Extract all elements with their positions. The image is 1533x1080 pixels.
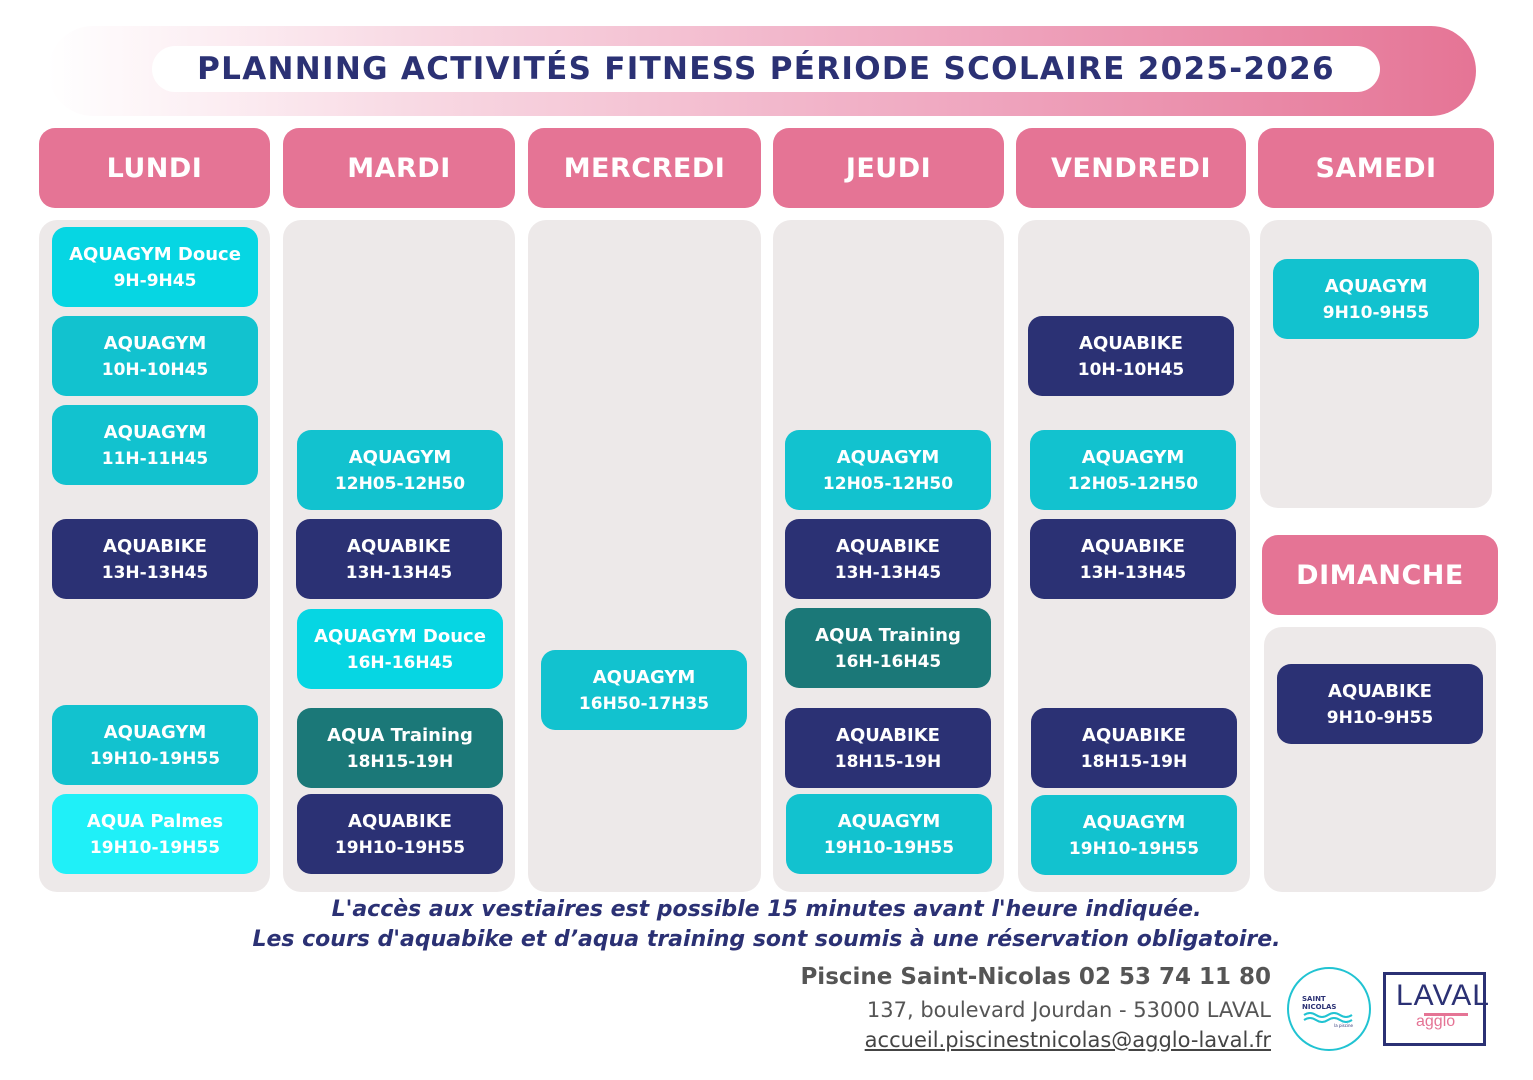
pool-name-phone: Piscine Saint-Nicolas 02 53 74 11 80 [800,964,1271,990]
day-header-mercredi: MERCREDI [528,128,761,208]
activity-time: 13H-13H45 [101,562,209,583]
activity-name: AQUAGYM [836,446,940,468]
activity-name: AQUABIKE [1082,724,1186,746]
day-header-dimanche: DIMANCHE [1262,535,1498,615]
activity-name: AQUA Training [327,724,473,746]
activity-name: AQUABIKE [1079,332,1183,354]
activity-card [52,227,258,307]
activity-card [52,405,258,485]
column-mercredi [528,220,761,892]
activity-name: AQUAGYM [103,421,207,443]
activity-time: 10H-10H45 [101,359,209,380]
day-header-jeudi: JEUDI [773,128,1004,208]
activity-card [296,519,502,599]
pool-email-link[interactable]: accueil.piscinestnicolas@agglo-laval.fr [864,1028,1271,1052]
activity-card [52,794,258,874]
activity-card [786,794,992,874]
activity-time: 9H10-9H55 [1322,302,1430,323]
activity-name: AQUAGYM [103,332,207,354]
activity-time: 18H15-19H [346,751,454,772]
activity-time: 11H-11H45 [101,448,209,469]
logo-text-nicolas: NICOLAS [1302,1003,1337,1011]
day-header-vendredi: VENDREDI [1016,128,1246,208]
activity-card [785,519,991,599]
activity-time: 12H05-12H50 [334,473,466,494]
activity-time: 13H-13H45 [834,562,942,583]
activity-card [1030,519,1236,599]
activity-time: 10H-10H45 [1077,359,1185,380]
activity-time: 13H-13H45 [345,562,453,583]
day-header-lundi: LUNDI [39,128,270,208]
activity-name: AQUABIKE [836,724,940,746]
activity-card [785,430,991,510]
activity-card [1028,316,1234,396]
activity-time: 13H-13H45 [1079,562,1187,583]
note-vestiaires: L'accès aux vestiaires est possible 15 minutes avant l'heure indiquée. [331,897,1202,922]
activity-name: AQUABIKE [347,535,451,557]
activity-name: AQUABIKE [1081,535,1185,557]
activity-name: AQUAGYM [1082,811,1186,833]
activity-time: 16H50-17H35 [578,693,710,714]
activity-card [1277,664,1483,744]
activity-card [52,519,258,599]
activity-card [297,609,503,689]
activity-time: 9H10-9H55 [1326,707,1434,728]
activity-time: 19H10-19H55 [89,837,221,858]
pool-address: 137, boulevard Jourdan - 53000 LAVAL [866,998,1271,1022]
logo-text-agglo: agglo [1416,1013,1456,1030]
activity-card [1030,430,1236,510]
activity-name: AQUABIKE [348,810,452,832]
logo-text-laval: LAVAL [1396,979,1490,1012]
activity-time: 19H10-19H55 [334,837,466,858]
activity-card [297,794,503,874]
activity-name: AQUA Training [815,624,961,646]
activity-card [52,705,258,785]
activity-time: 19H10-19H55 [1068,838,1200,859]
activity-card [1273,259,1479,339]
activity-name: AQUAGYM [1324,275,1428,297]
activity-time: 9H-9H45 [113,270,197,291]
activity-name: AQUABIKE [836,535,940,557]
activity-time: 18H15-19H [834,751,942,772]
activity-time: 12H05-12H50 [822,473,954,494]
title-pill [152,46,1380,92]
activity-name: AQUAGYM Douce [314,625,486,647]
wave-icon [1303,1011,1355,1023]
activity-card [297,708,503,788]
page-title: PLANNING ACTIVITÉS FITNESS PÉRIODE SCOLAIRE 2025-2026 [197,51,1335,87]
activity-name: AQUAGYM [1081,446,1185,468]
activity-card [541,650,747,730]
logo-text-saint: SAINT [1302,995,1326,1003]
activity-time: 16H-16H45 [834,651,942,672]
activity-name: AQUAGYM [103,721,207,743]
activity-time: 12H05-12H50 [1067,473,1199,494]
activity-name: AQUABIKE [1328,680,1432,702]
activity-time: 16H-16H45 [346,652,454,673]
activity-name: AQUAGYM Douce [69,243,241,265]
activity-time: 19H10-19H55 [89,748,221,769]
activity-name: AQUABIKE [103,535,207,557]
logo-tagline: la piscine [1334,1023,1353,1028]
day-header-samedi: SAMEDI [1258,128,1494,208]
activity-name: AQUAGYM [592,666,696,688]
activity-time: 18H15-19H [1080,751,1188,772]
activity-card [785,608,991,688]
note-reservation: Les cours d'aquabike et d’aqua training sont soumis à une réservation obligatoire. [252,927,1281,952]
activity-card [297,430,503,510]
activity-card [52,316,258,396]
activity-name: AQUAGYM [837,810,941,832]
activity-card [1031,708,1237,788]
activity-card [785,708,991,788]
activity-name: AQUA Palmes [86,810,224,832]
saint-nicolas-logo [1287,967,1371,1051]
day-header-mardi: MARDI [283,128,515,208]
laval-agglo-logo [1383,972,1490,1046]
activity-time: 19H10-19H55 [823,837,955,858]
activity-name: AQUAGYM [348,446,452,468]
activity-card [1031,795,1237,875]
